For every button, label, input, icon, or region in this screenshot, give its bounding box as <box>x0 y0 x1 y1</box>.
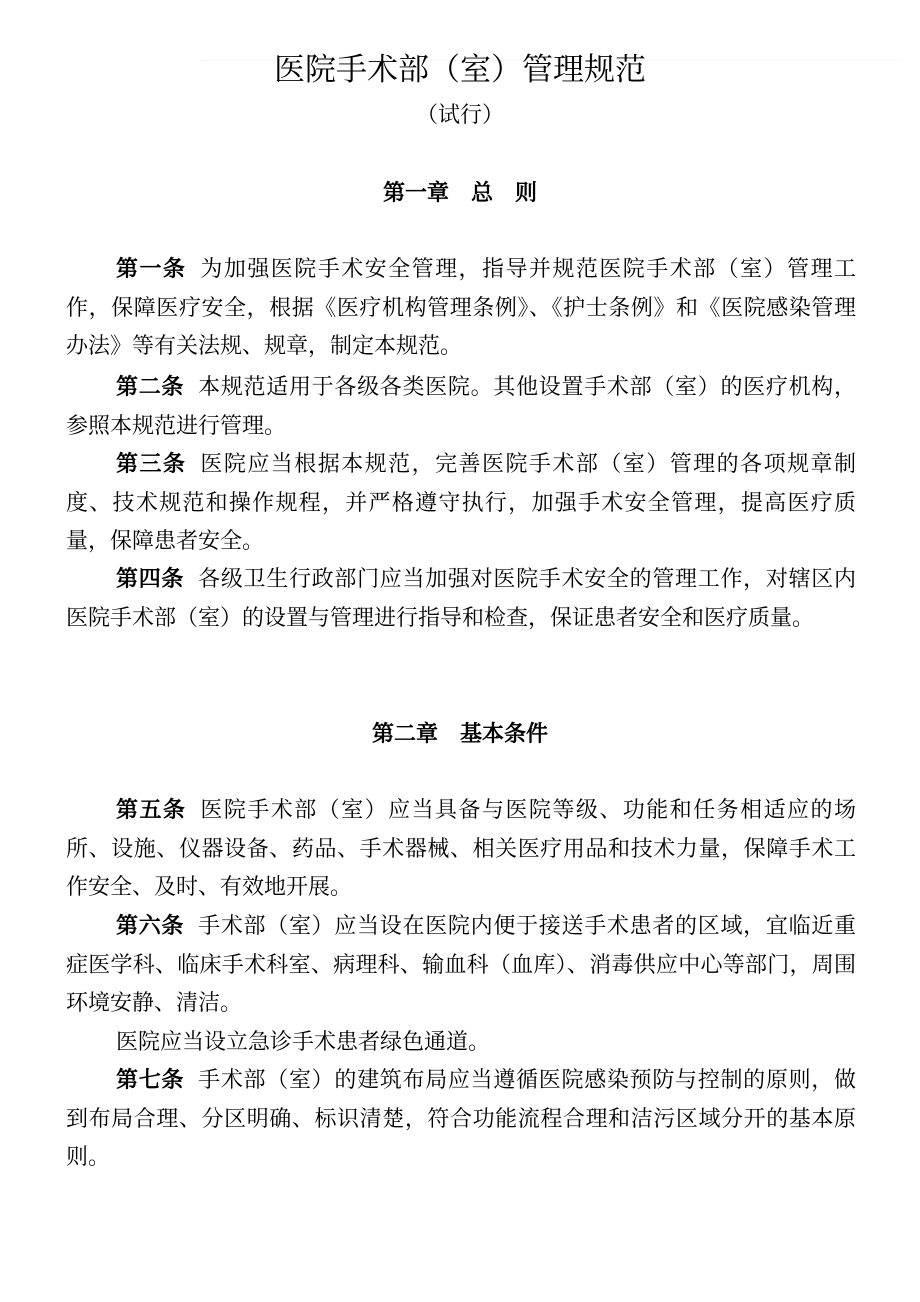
article-3-label: 第三条 <box>116 452 187 477</box>
article-1-label: 第一条 <box>116 257 187 282</box>
article-5-label: 第五条 <box>116 798 187 823</box>
article-5-text: 医院手术部（室）应当具备与医院等级、功能和任务相适应的场所、设施、仪器设备、药品、手术器械、相关医疗用品和技术力量，保障手术工作安全、及时、有效地开展。 <box>66 798 856 900</box>
article-2-text: 本规范适用于各级各类医院。其他设置手术部（室）的医疗机构，参照本规范进行管理。 <box>66 375 856 439</box>
article-2 <box>66 369 856 446</box>
article-3-text: 医院应当根据本规范，完善医院手术部（室）管理的各项规章制度、技术规范和操作规程，并严格遵守执行，加强手术安全管理，提高医疗质量，保障患者安全。 <box>66 452 856 554</box>
article-6-paragraph-2-text: 医院应当设立急诊手术患者绿色通道。 <box>116 1030 491 1055</box>
article-7 <box>66 1062 856 1178</box>
article-1-text: 为加强医院手术安全管理，指导并规范医院手术部（室）管理工作，保障医疗安全，根据《医疗机构管理条例》、《护士条例》和《医院感染管理办法》等有关法规、规章，制定本规范。 <box>66 257 856 359</box>
article-7-text: 手术部（室）的建筑布局应当遵循医院感染预防与控制的原则，做到布局合理、分区明确、标识清楚，符合功能流程合理和洁污区域分开的基本原则。 <box>66 1068 856 1170</box>
article-6-paragraph-2 <box>66 1024 856 1063</box>
article-6-text: 手术部（室）应当设在医院内便于接送手术患者的区域，宜临近重症医学科、临床手术科室、病理科、输血科（血库）、消毒供应中心等部门，周围环境安静、清洁。 <box>66 914 856 1016</box>
chapter-1-heading: 第一章 总 则 <box>382 181 537 206</box>
chapter-2-heading: 第二章 基本条件 <box>371 722 548 747</box>
document-subtitle: （试行） <box>415 103 504 128</box>
page-footer-mark <box>440 1200 480 1210</box>
article-6-label: 第六条 <box>116 914 185 939</box>
article-4-text: 各级卫生行政部门应当加强对医院手术安全的管理工作，对辖区内医院手术部（室）的设置与管理进行指导和检查，保证患者安全和医疗质量。 <box>66 567 856 631</box>
article-4 <box>66 561 856 638</box>
document-title: 医院手术部（室）管理规范 <box>274 52 646 88</box>
article-5 <box>66 792 856 908</box>
article-3 <box>66 446 856 562</box>
article-7-label: 第七条 <box>116 1068 185 1093</box>
article-2-label: 第二条 <box>116 375 185 400</box>
article-4-label: 第四条 <box>116 567 185 592</box>
article-1 <box>66 251 856 367</box>
article-6 <box>66 908 856 1024</box>
